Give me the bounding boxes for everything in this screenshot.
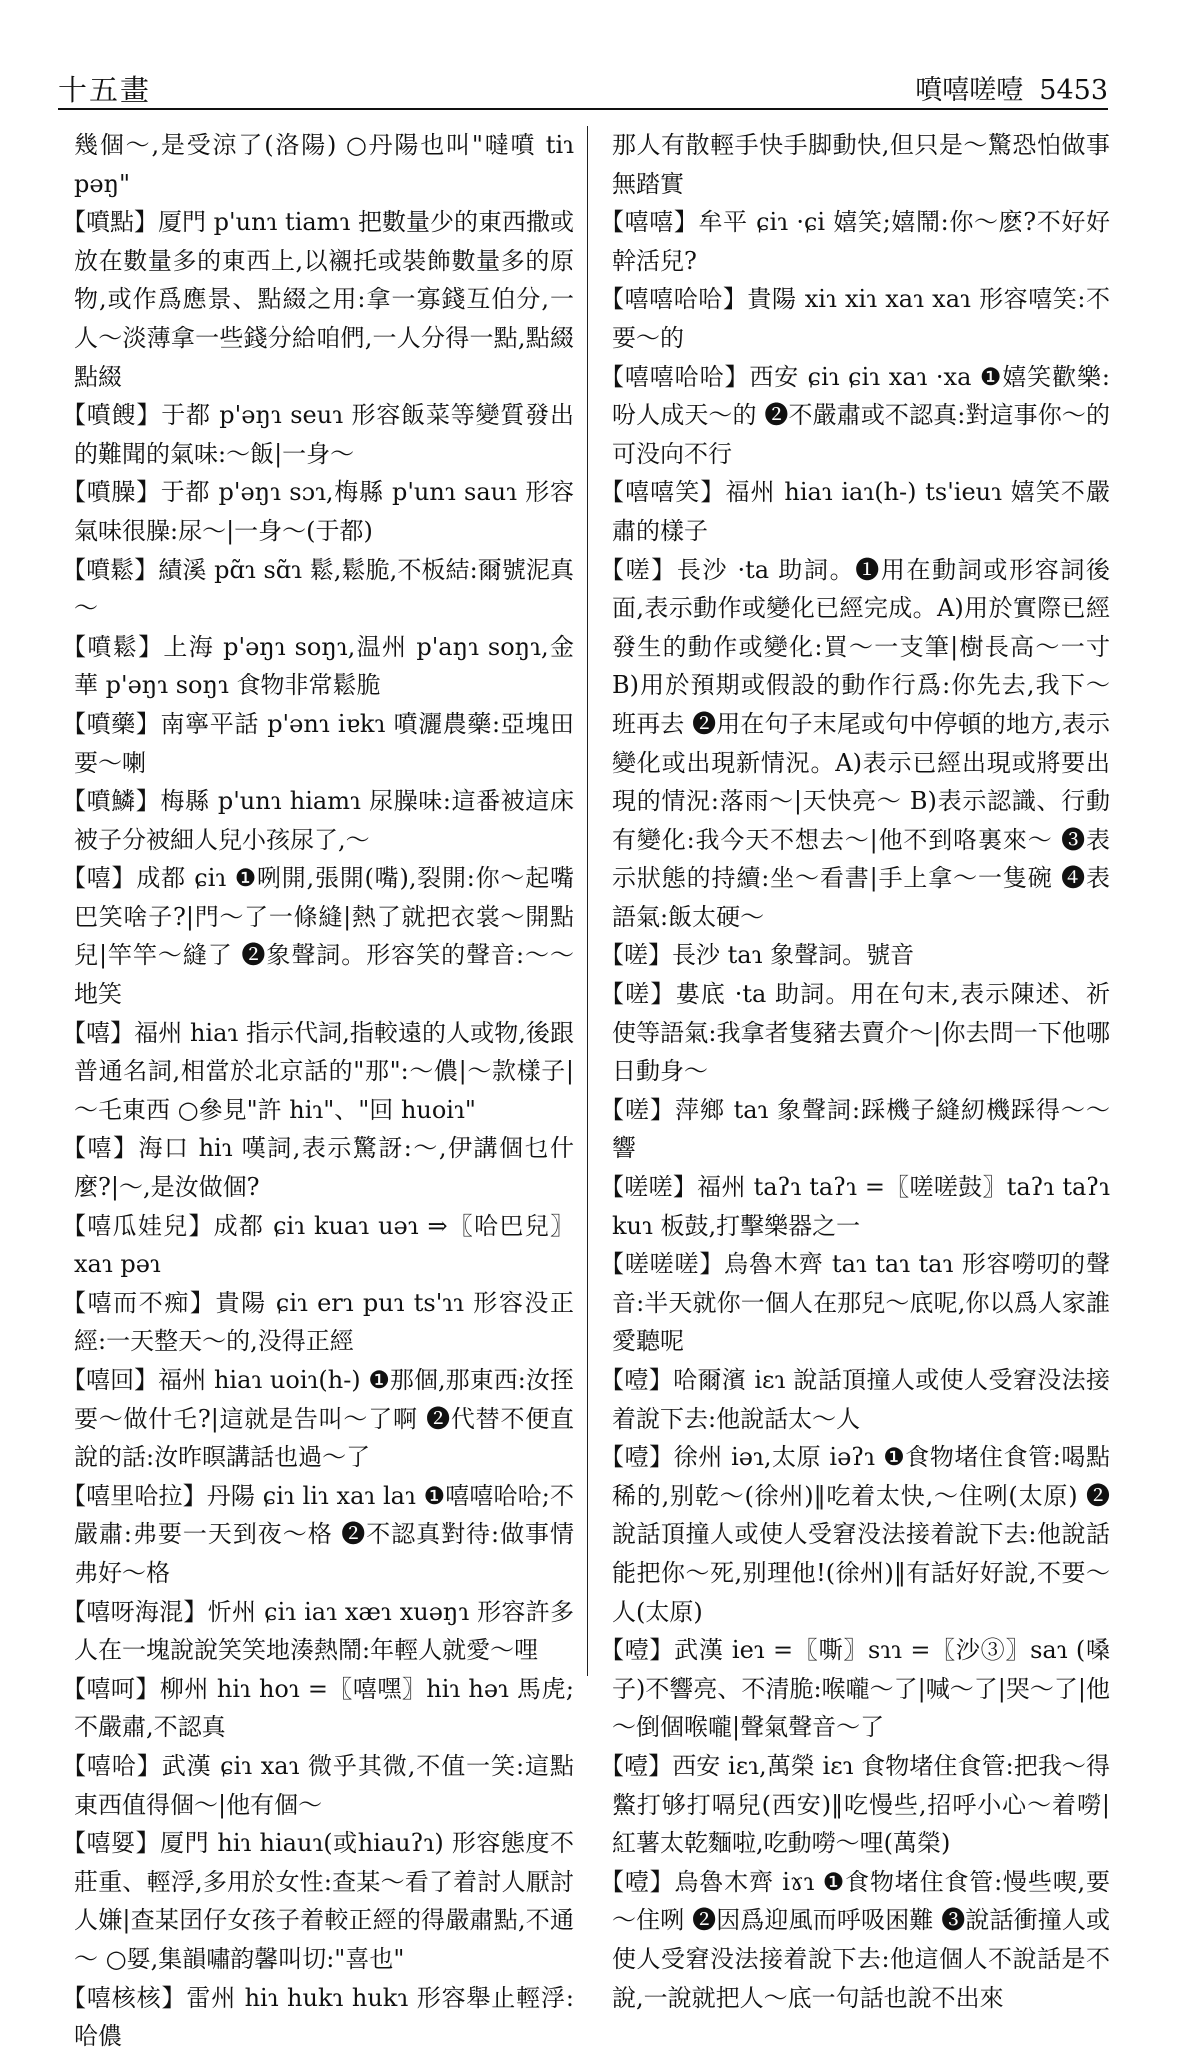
dictionary-entry: 【嘻】海口 hiɿ 嘆詞,表示驚訝:～,伊講個乜什麼?|～,是汝做個?	[62, 1134, 574, 1202]
dictionary-entry: 【嘻嘻】牟平 ɕiɿ ·ɕi 嬉笑;嬉鬧:你～麽?不好好幹活兒?	[600, 208, 1110, 275]
dictionary-entry: 【噎】西安 iɛɿ,萬榮 iɛɿ 食物堵住食管:把我～得鱉打够打嗝兒(西安)‖吃慢些,招呼小心～着嘮|紅薯太乾麵啦,吃動嘮～哩(萬榮)	[600, 1751, 1110, 1858]
dictionary-entry: 【噎】徐州 iəɿ,太原 iəʔɿ ❶食物堵住食管:喝點稀的,别乾～(徐州)‖吃着太快,～住咧(太原) ❷說話頂撞人或使人受窘没法接着說下去:他說話能把你～死,别理他!(徐州)‖有話好好說,不要～人(太原)	[600, 1443, 1110, 1626]
header-right	[915, 68, 1108, 107]
dictionary-entry: 【嘻回】福州 hiaɿ uoiɿ(h-) ❶那個,那東西:汝挃要～做什乇?|這就是告叫～了啊 ❷代替不便直說的話:汝昨暝講話也過～了	[62, 1366, 574, 1472]
dictionary-entry: 【嘻】福州 hiaɿ 指示代詞,指較遠的人或物,後跟普通名詞,相當於北京話的"那":～儂|～款樣子|～乇東西 ○參見"許 hiɿ"、"回 huoiɿ"	[62, 1018, 574, 1124]
left-column	[62, 126, 574, 2051]
dictionary-entry: 【噴藥】南寧平話 p'ənɿ iɐkɿ 噴灑農藥:亞塊田要～喇	[62, 709, 574, 777]
dictionary-entry: 【嘻而不痴】貴陽 ɕiɿ erɿ puɿ ts'ɿɿ 形容没正經:一天整天～的,没得正經	[62, 1288, 574, 1356]
dictionary-entry: 【噴點】厦門 p'unɿ tiamɿ 把數量少的東西撒或放在數量多的東西上,以襯托或裝飾數量多的原物,或作爲應景、點綴之用:拿一寡錢互伯分,一人～淡薄拿一些錢分給咱們,一人分得一點,點綴點綴	[62, 208, 574, 391]
dictionary-entry: 幾個～,是受涼了(洛陽) ○丹陽也叫"噠噴 tiɿ pəŋ"	[74, 131, 574, 198]
dictionary-entry: 那人有散輕手快手脚動快,但只是～驚恐怕做事無踏實	[612, 131, 1110, 198]
dictionary-entry: 【嘻哈】武漢 ɕiɿ xaɿ 微乎其微,不值一笑:這點東西值得個～|他有個～	[62, 1751, 574, 1819]
dictionary-entry: 【嗟】婁底 ·ta 助詞。用在句末,表示陳述、祈使等語氣:我拿者隻豬去賣介～|你去問一下他哪日動身～	[600, 980, 1110, 1086]
dictionary-entry: 【嘻核核】雷州 hiɿ hukɿ hukɿ 形容舉止輕浮:哈儂	[62, 1983, 574, 2051]
dictionary-entry: 【噎】烏魯木齊 iɤɿ ❶食物堵住食管:慢些喫,要～住咧 ❷因爲迎風而呼吸困難 ❸說話衝撞人或使人受窘没法接着說下去:他這個人不說話是不說,一說就把人～底一句話也說不出來	[600, 1867, 1110, 2012]
dictionary-entry: 【嘻瓜娃兒】成都 ɕiɿ kuaɿ uəɿ ⇒〖哈巴兒〗xaɿ pəɿ	[62, 1211, 574, 1279]
dictionary-entry: 【嘻嘻哈哈】西安 ɕiɿ ɕiɿ xaɿ ·xa ❶嬉笑歡樂:吩人成天～的 ❷不嚴肅或不認真:對這事你～的可没向不行	[600, 362, 1110, 468]
dictionary-entry: 【噴鱗】梅縣 p'unɿ hiamɿ 尿臊味:這番被這床被子分被細人兒小孩尿了,～	[62, 787, 574, 854]
column-divider	[587, 126, 588, 1676]
dictionary-entry: 【嗟嗟嗟】烏魯木齊 taɿ taɿ taɿ 形容嘮叨的聲音:半天就你一個人在那兒～底呢,你以爲人家誰愛聽呢	[600, 1250, 1110, 1356]
dictionary-entry: 【噎】哈爾濱 iɛɿ 說話頂撞人或使人受窘没法接着說下去:他說話太～人	[600, 1366, 1110, 1433]
dictionary-entry: 【嗟】萍鄉 taɿ 象聲詞:踩機子縫紉機踩得～～響	[600, 1095, 1110, 1163]
right-column	[600, 126, 1110, 2012]
section-title: 十五畫	[58, 73, 152, 107]
dictionary-entry: 【嗟】長沙 taɿ 象聲詞。號音	[600, 941, 915, 970]
dictionary-entry: 【噎】武漢 ieɿ =〖嘶〗sɿɿ =〖沙③〗saɿ (嗓子)不響亮、不清脆:喉嚨～了|喊～了|哭～了|他～倒個喉嚨|聲氣聲音～了	[600, 1636, 1110, 1742]
page-header	[58, 68, 1108, 108]
dictionary-entry: 【嗟嗟】福州 taʔɿ taʔɿ =〖嗟嗟鼓〗taʔɿ taʔɿ kuɿ 板鼓,打擊樂器之一	[600, 1173, 1110, 1240]
dictionary-entry: 【噴臊】于都 p'əŋɿ sɔɿ,梅縣 p'unɿ sauɿ 形容氣味很臊:尿～|一身～(于都)	[62, 478, 574, 545]
header-rule	[58, 108, 1108, 110]
dictionary-entry: 【嘻里哈拉】丹陽 ɕiɿ liɿ xaɿ laɿ ❶嘻嘻哈哈;不嚴肅:弗要一天到夜～格 ❷不認真對待:做事情弗好～格	[62, 1481, 574, 1587]
page-number: 5453	[1039, 75, 1108, 106]
dictionary-entry: 【嗟】長沙 ·ta 助詞。❶用在動詞或形容詞後面,表示動作或變化已經完成。A)用於實際已經發生的動作或變化:買～一支筆|樹長高～一寸 B)用於預期或假設的動作行爲:你先去,我下～班再去 ❷用在句子末尾或句中停頓的地方,表示變化或出現新情況。A)表示已經出現或將要出現的情況:落雨～|天快亮～ B)表示認識、行動有變化:我今天不想去～|他不到咯裏來～ ❸表示狀態的持續:坐～看書|手上拿～一隻碗 ❹表語氣:飯太硬～	[600, 555, 1110, 931]
dictionary-entry: 【嘻娿】厦門 hiɿ hiauɿ(或hiauʔɿ) 形容態度不莊重、輕浮,多用於女性:查某～看了着討人厭討人嫌|查某囝仔女孩子着較正經的得嚴肅點,不通～ ○娿,集韻嘯韵馨叫切:"喜也"	[62, 1829, 574, 1973]
dictionary-entry: 【嘻呵】柳州 hiɿ hoɿ =〖嘻嘿〗hiɿ həɿ 馬虎;不嚴肅,不認真	[62, 1674, 574, 1742]
dictionary-entry: 【噴鬆】績溪 pɑ̃ɿ sɑ̃ɿ 鬆,鬆脆,不板結:爾號泥真～	[62, 555, 574, 623]
dictionary-entry: 【噴餿】于都 p'əŋɿ seuɿ 形容飯菜等變質發出的難聞的氣味:～飯|一身～	[62, 401, 574, 468]
dictionary-entry: 【嘻呀海混】忻州 ɕiɿ iaɿ xæɿ xuəŋɿ 形容許多人在一塊說說笑笑地湊熱鬧:年輕人就愛～哩	[62, 1597, 574, 1665]
header-keywords: 噴嘻嗟噎	[915, 75, 1024, 106]
dictionary-entry: 【嘻嘻哈哈】貴陽 xiɿ xiɿ xaɿ xaɿ 形容嘻笑:不要～的	[600, 285, 1110, 352]
dictionary-entry: 【噴鬆】上海 p'əŋɿ soŋɿ,温州 p'aŋɿ soŋɿ,金華 p'əŋɿ soŋɿ 食物非常鬆脆	[62, 632, 574, 700]
dictionary-entry: 【嘻嘻笑】福州 hiaɿ iaɿ(h-) ts'ieuɿ 嬉笑不嚴肅的樣子	[600, 478, 1110, 545]
dictionary-entry: 【嘻】成都 ɕiɿ ❶咧開,張開(嘴),裂開:你～起嘴巴笑啥子?|門～了一條縫|熱了就把衣裳～開點兒|竿竿～縫了 ❷象聲詞。形容笑的聲音:～～地笑	[62, 864, 574, 1009]
